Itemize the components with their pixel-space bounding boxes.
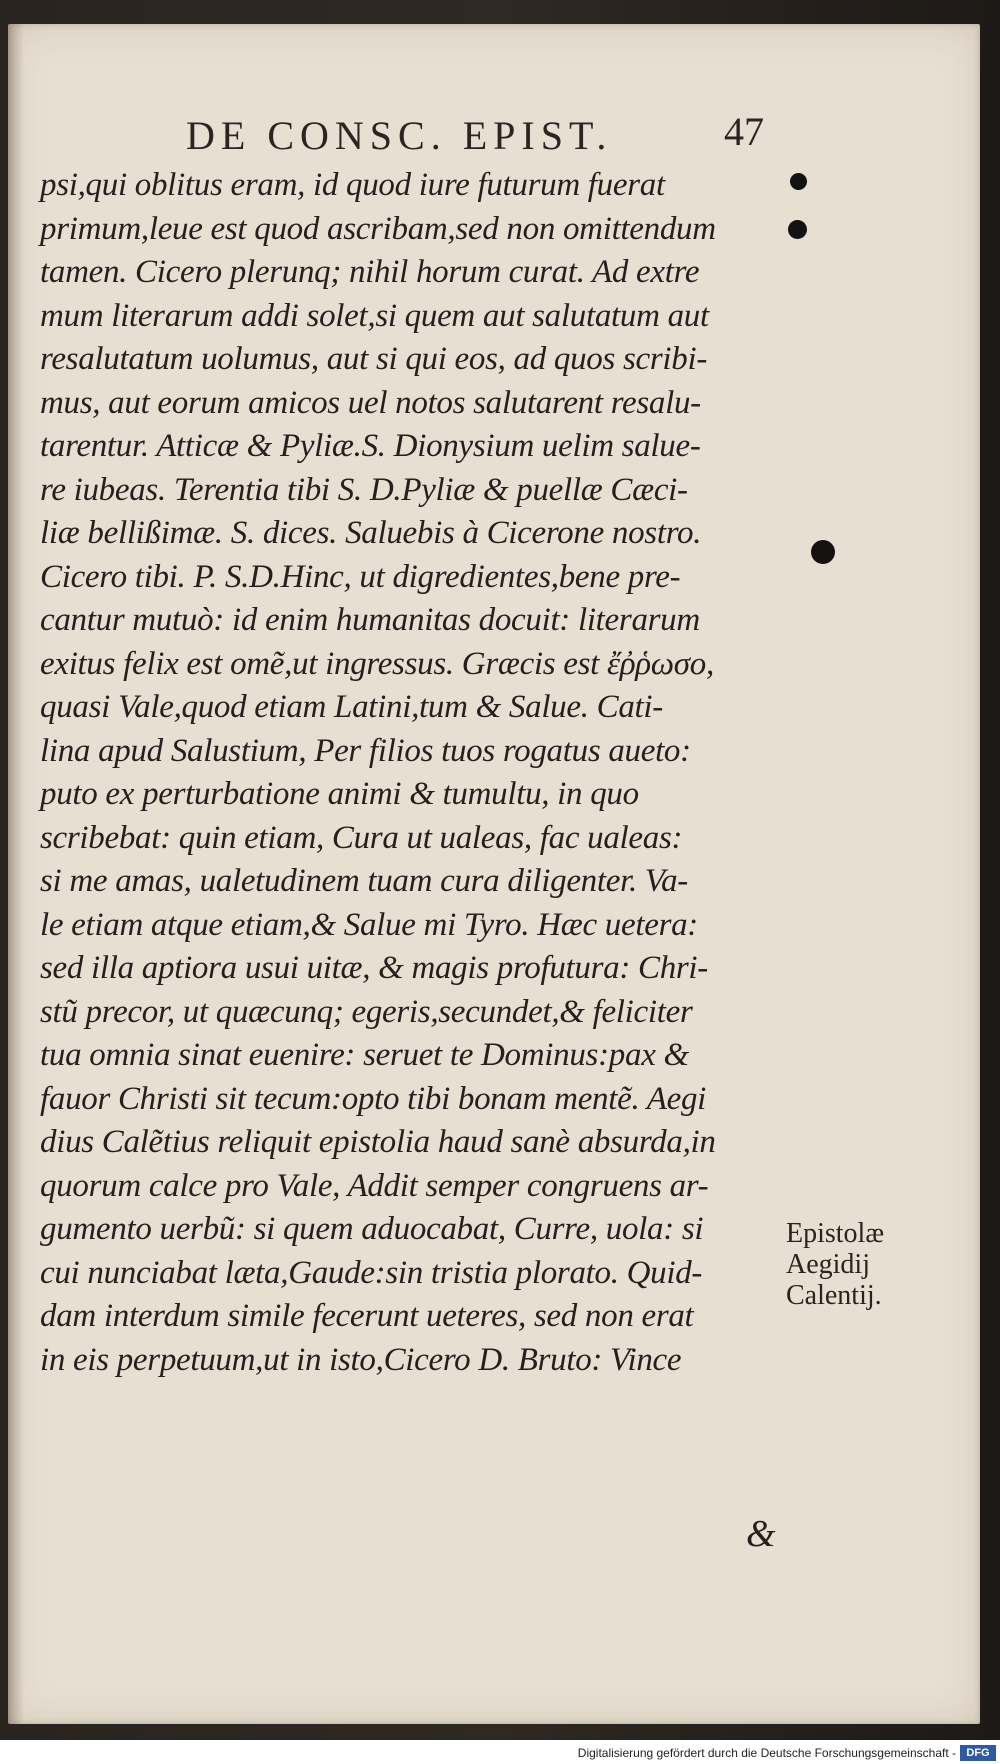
- text-line: in eis perpetuum,ut in isto,Cicero D. Bruto: Vince: [40, 1341, 682, 1378]
- book-page: [8, 24, 980, 1724]
- text-line: mum literarum addi solet,si quem aut salutatum aut: [40, 297, 709, 334]
- text-line: Cicero tibi. P. S.D.Hinc, ut digredientes,bene pre-: [40, 558, 681, 595]
- text-line: lina apud Salustium, Per filios tuos rogatus aueto:: [40, 732, 691, 769]
- running-title: DE CONSC. EPIST.: [186, 113, 613, 158]
- text-line: liæ bellißimæ. S. dices. Saluebis à Cicerone nostro.: [40, 515, 702, 551]
- text-line: quorum calce pro Vale, Addit semper congruens ar-: [40, 1167, 709, 1204]
- ink-blot: [790, 173, 807, 190]
- text-line: resalutatum uolumus, aut si qui eos, ad quos scribi-: [40, 341, 708, 377]
- text-line: primum,leue est quod ascribam,sed non omittendum: [40, 210, 716, 247]
- text-line: exitus felix est omẽ,ut ingressus. Græcis est ἔῤῥωσο,: [40, 645, 714, 682]
- footer-bar: [0, 1740, 1000, 1764]
- ink-blot: [811, 540, 835, 564]
- text-line: tarentur. Atticæ & Pyliæ.S. Dionysium uelim salue-: [40, 428, 701, 464]
- running-head: [8, 109, 980, 172]
- text-line: quasi Vale,quod etiam Latini,tum & Salue. Cati-: [40, 689, 663, 725]
- page-number: 47: [724, 109, 764, 154]
- text-line: mus, aut eorum amicos uel notos salutarent resalu-: [40, 384, 701, 421]
- text-line: dam interdum simile fecerunt ueteres, sed non erat: [40, 1298, 694, 1334]
- text-line: dius Calẽtius reliquit epistolia haud sanè absurda,in: [40, 1124, 716, 1160]
- marginal-note-line: Epistolæ: [786, 1218, 885, 1249]
- text-line: cantur mutuò: id enim humanitas docuit: literarum: [40, 602, 700, 638]
- catchword: &: [746, 1513, 776, 1555]
- text-line: le etiam atque etiam,& Salue mi Tyro. Hæc uetera:: [40, 906, 698, 943]
- marginal-note-line: Aegidij: [786, 1249, 870, 1280]
- text-line: sed illa aptiora usui uitæ, & magis profutura: Chri-: [40, 950, 708, 986]
- text-line: stũ precor, ut quæcunq; egeris,secundet,& feliciter: [40, 993, 693, 1030]
- text-line: tua omnia sinat euenire: seruet te Dominus:pax &: [40, 1037, 689, 1073]
- marginal-note: [786, 1218, 936, 1311]
- text-line: si me amas, ualetudinem tuam cura diligenter. Va-: [40, 863, 688, 899]
- text-line: psi,qui oblitus eram, id quod iure futurum fuerat: [40, 167, 665, 203]
- text-line: re iubeas. Terentia tibi S. D.Pyliæ & puellæ Cæci-: [40, 471, 688, 508]
- funding-credit: Digitalisierung gefördert durch die Deutsche Forschungsgemeinschaft -: [577, 1746, 956, 1760]
- marginal-note-line: Calentij.: [786, 1280, 882, 1311]
- text-line: fauor Christi sit tecum:opto tibi bonam mentẽ. Aegi: [40, 1080, 707, 1117]
- ink-blot: [788, 220, 807, 239]
- text-line: puto ex perturbatione animi & tumultu, in quo: [40, 776, 639, 812]
- text-line: cui nunciabat læta,Gaude:sin tristia plorato. Quid-: [40, 1254, 703, 1291]
- body-text: [40, 164, 790, 1382]
- text-line: gumento uerbũ: si quem aduocabat, Curre, uola: si: [40, 1211, 704, 1247]
- text-line: tamen. Cicero plerunq; nihil horum curat. Ad extre: [40, 254, 700, 290]
- text-line: scribebat: quin etiam, Cura ut ualeas, fac ualeas:: [40, 819, 683, 856]
- dfg-logo-icon: DFG: [960, 1745, 996, 1761]
